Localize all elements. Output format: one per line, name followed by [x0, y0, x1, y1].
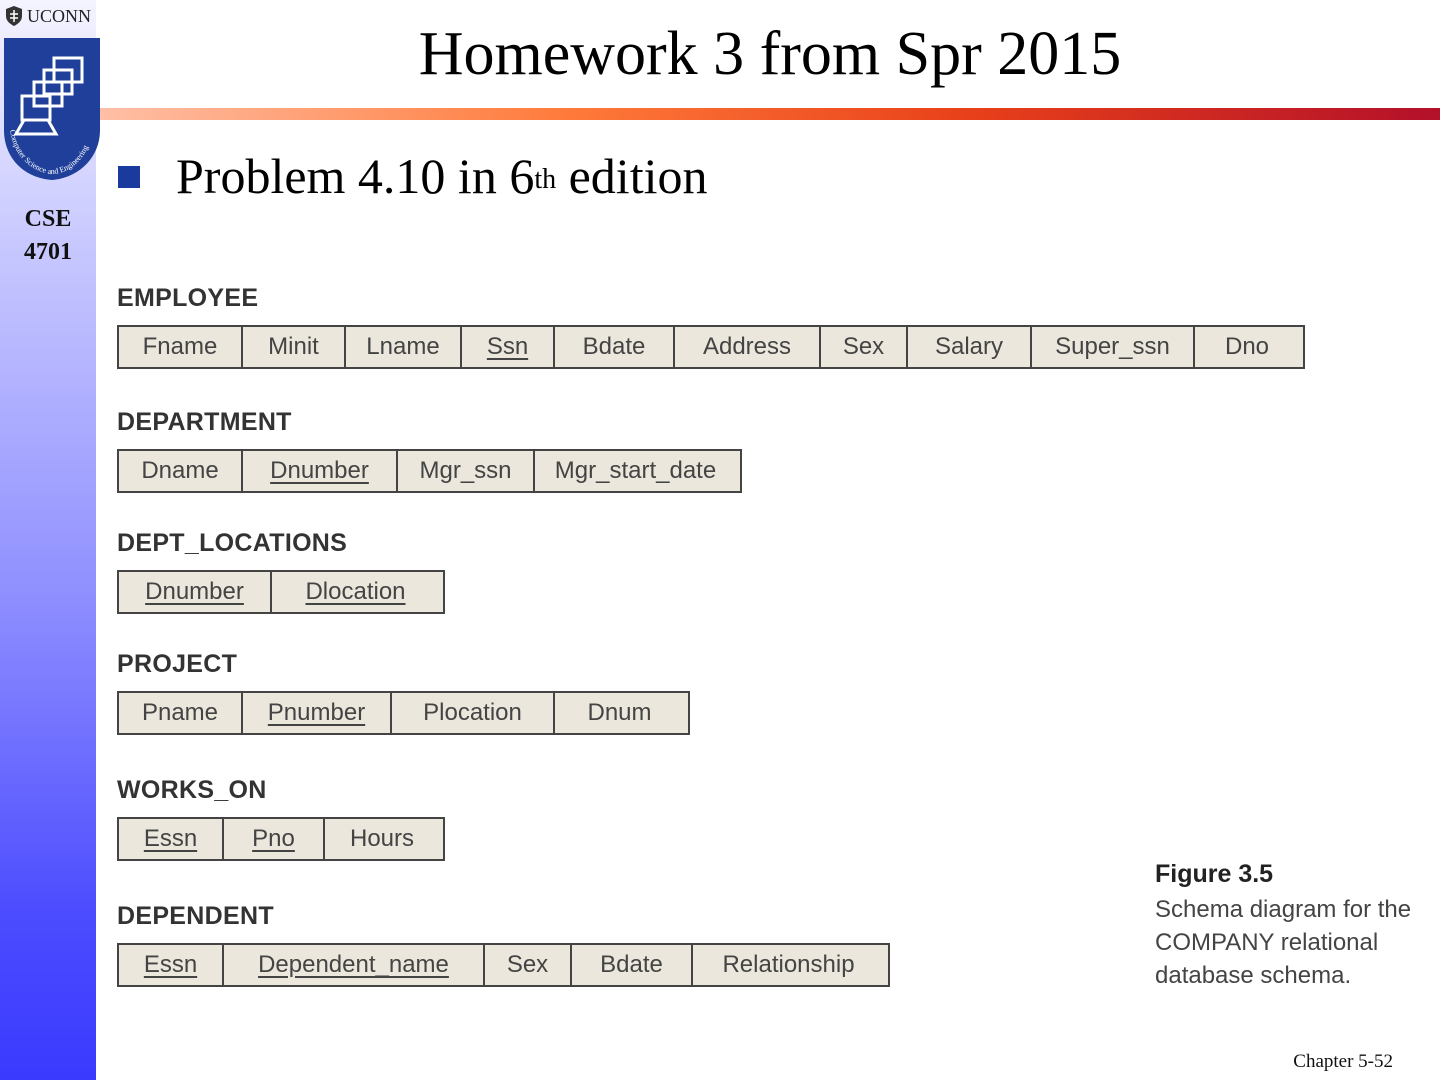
figure-title: Figure 3.5: [1155, 860, 1274, 888]
relation-attributes: [117, 943, 890, 987]
attribute-cell-key: Essn: [119, 819, 224, 859]
uconn-brand: [4, 5, 91, 27]
logo-text: Computer Science and Engineering: [7, 128, 91, 177]
attribute-cell-key: Ssn: [462, 327, 555, 367]
attribute-cell: Pname: [119, 693, 243, 733]
attribute-cell-key: Essn: [119, 945, 224, 985]
relation-department: [117, 408, 742, 493]
bullet-text: [176, 146, 707, 206]
relation-employee: [117, 284, 1305, 369]
caption-line: Schema diagram for the: [1155, 896, 1412, 923]
bullet-superscript: th: [534, 164, 557, 195]
bullet-suffix: edition: [556, 148, 708, 204]
attribute-cell: Plocation: [392, 693, 555, 733]
figure-caption-text: [1155, 893, 1440, 992]
bullet-item: [118, 146, 707, 206]
relation-works-on: [117, 776, 445, 861]
attribute-cell: Mgr_ssn: [398, 451, 535, 491]
attribute-cell-key: Pno: [224, 819, 325, 859]
attribute-cell: Hours: [349, 825, 415, 852]
relation-dependent: [117, 902, 890, 987]
attribute-cell: Mgr_start_date: [554, 457, 717, 484]
attribute-cell: Relationship: [722, 951, 855, 978]
attribute-cell-key: Dependent_name: [224, 945, 485, 985]
attribute-cell: Dno: [1224, 333, 1270, 360]
slide-title: Homework 3 from Spr 2015: [418, 20, 1122, 88]
bullet-square-icon: [118, 166, 140, 188]
relation-attributes: [117, 325, 1305, 369]
relation-dept-locations: [117, 529, 445, 614]
attribute-cell: Super_ssn: [1032, 327, 1195, 367]
title-divider: [100, 108, 1440, 120]
attribute-cell-key: Dlocation: [305, 578, 406, 605]
attribute-cell: Salary: [908, 327, 1032, 367]
attribute-cell: Dname: [119, 451, 243, 491]
course-line-2: 4701: [24, 239, 72, 265]
caption-line: database schema.: [1155, 962, 1352, 989]
relation-name: WORKS_ON: [117, 776, 267, 804]
relation-name: DEPARTMENT: [117, 408, 292, 436]
caption-line: COMPANY relational: [1155, 929, 1379, 956]
attribute-cell-key: Dnumber: [119, 572, 272, 612]
relation-project: [117, 650, 690, 735]
relation-attributes: [117, 817, 445, 861]
sidebar: [0, 0, 96, 1080]
attribute-cell-key: Dnumber: [243, 451, 398, 491]
attribute-cell: Sex: [485, 945, 572, 985]
attribute-cell: Address: [675, 327, 821, 367]
cse-logo-icon: [2, 38, 100, 180]
uconn-seal-icon: [4, 5, 24, 27]
relation-name: DEPT_LOCATIONS: [117, 529, 348, 557]
course-line-1: CSE: [24, 206, 72, 232]
relation-attributes: [117, 691, 690, 735]
relation-name: DEPENDENT: [117, 902, 274, 930]
attribute-cell-key: Pnumber: [243, 693, 392, 733]
slide-footer: Chapter 5-52: [1293, 1051, 1393, 1072]
attribute-cell: Dnum: [587, 699, 652, 726]
relation-attributes: [117, 449, 742, 493]
attribute-cell: Fname: [119, 327, 243, 367]
attribute-cell: Minit: [243, 327, 346, 367]
relation-name: EMPLOYEE: [117, 284, 259, 312]
relation-attributes: [117, 570, 445, 614]
attribute-cell: Bdate: [572, 945, 693, 985]
figure-caption: [1155, 860, 1440, 992]
attribute-cell: Bdate: [555, 327, 675, 367]
relation-name: PROJECT: [117, 650, 238, 678]
attribute-cell: Lname: [346, 327, 462, 367]
attribute-cell: Sex: [821, 327, 908, 367]
uconn-text: UCONN: [27, 5, 92, 26]
course-code: [0, 203, 96, 269]
bullet-prefix: Problem 4.10 in 6: [176, 148, 535, 204]
